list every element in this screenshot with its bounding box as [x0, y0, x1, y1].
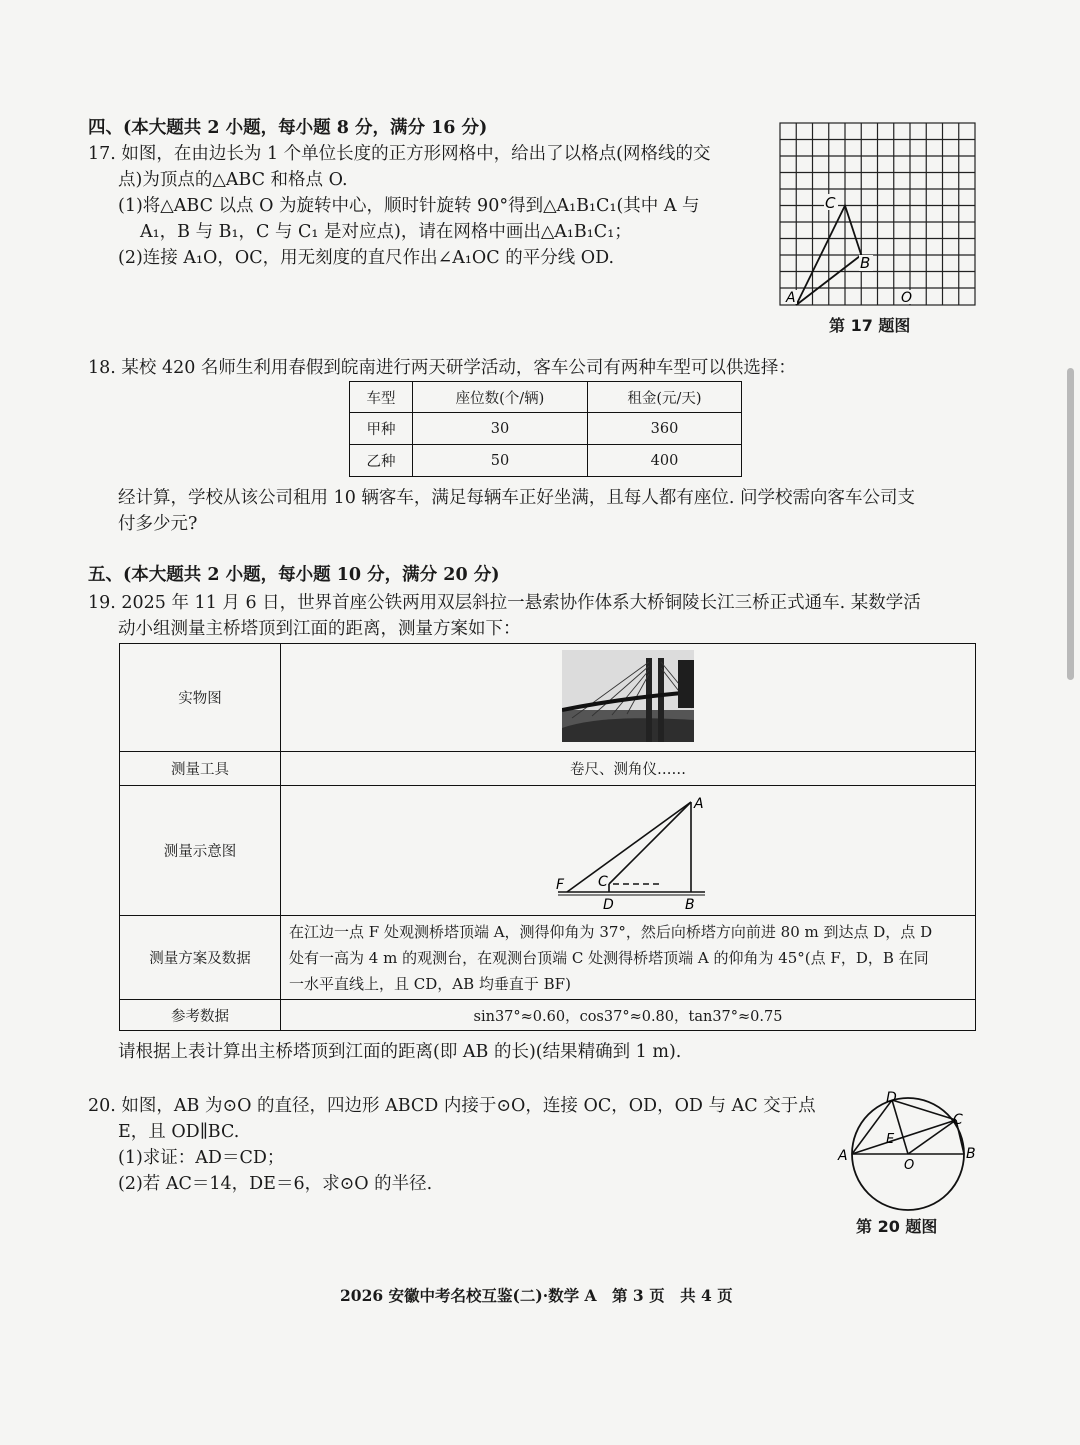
q18-table: [349, 381, 742, 477]
q18-cell-type-b: 乙种: [350, 445, 413, 477]
q17-line4: A₁，B 与 B₁，C 与 C₁ 是对应点)，请在网格中画出△A₁B₁C₁；: [140, 222, 632, 242]
diagram-label-f: F: [556, 876, 565, 893]
section5-heading: 五、(本大题共 2 小题，每小题 10 分，满分 20 分): [88, 565, 500, 585]
q20-line1: 20. 如图，AB 为⊙O 的直径，四边形 ABCD 内接于⊙O，连接 OC，OD，OD 与 AC 交于点: [88, 1096, 816, 1116]
q19-row4-label: 测量方案及数据: [120, 916, 281, 1000]
q18-th-seats: 座位数(个/辆): [413, 382, 588, 413]
q17-label-c: C: [825, 194, 836, 212]
q19-diagram-cell: [281, 786, 976, 916]
diagram-label-d: D: [603, 896, 614, 910]
q20-line4: (2)若 AC＝14，DE＝6，求⊙O 的半径.: [118, 1174, 433, 1194]
q18-cell-seats-b: 50: [413, 445, 588, 477]
q19-row3-label: 测量示意图: [120, 786, 281, 916]
q19-line3: 请根据上表计算出主桥塔顶到江面的距离(即 AB 的长)(结果精确到 1 m).: [118, 1042, 682, 1062]
q20-circle-figure: [834, 1090, 979, 1215]
q20-label-d: D: [886, 1090, 897, 1106]
table-row: [350, 445, 742, 477]
q20-label-c: C: [953, 1112, 963, 1128]
q17-line3: (1)将△ABC 以点 O 为旋转中心，顺时针旋转 90°得到△A₁B₁C₁(其中 A 与: [118, 196, 700, 216]
q18-cell-seats-a: 30: [413, 413, 588, 445]
q19-row2-label: 测量工具: [120, 752, 281, 786]
q19-row5-label: 参考数据: [120, 1000, 281, 1031]
q19-row2-value: 卷尺、测角仪……: [281, 752, 976, 786]
q18-th-rent: 租金(元/天): [588, 382, 742, 413]
q20-label-o: O: [904, 1158, 915, 1173]
measurement-diagram: [543, 792, 713, 910]
q17-label-o: O: [901, 290, 913, 306]
bridge-photo: [562, 650, 694, 742]
q18-line2: 经计算，学校从该公司租用 10 辆客车，满足每辆车正好坐满，且每人都有座位. 问学校需向客车公司支: [118, 488, 916, 508]
q19-row5-value: sin37°≈0.60，cos37°≈0.80，tan37°≈0.75: [281, 1000, 976, 1031]
q17-line5: (2)连接 A₁O，OC，用无刻度的直尺作出∠A₁OC 的平分线 OD.: [118, 248, 615, 268]
q18-cell-type-a: 甲种: [350, 413, 413, 445]
q19-row4-line2: 处有一高为 4 m 的观测台，在观测台顶端 C 处测得桥塔顶端 A 的仰角为 45°(点 F，D，B 在同: [289, 948, 929, 967]
q18-cell-rent-b: 400: [588, 445, 742, 477]
diagram-label-a: A: [694, 795, 704, 812]
q18-cell-rent-a: 360: [588, 413, 742, 445]
diagram-label-b: B: [685, 896, 695, 910]
scrollbar[interactable]: [1067, 368, 1074, 680]
q17-label-b: B: [860, 254, 871, 272]
q19-row4-value: [281, 916, 976, 1000]
q18-th-type: 车型: [350, 382, 413, 413]
q20-label-e: E: [886, 1132, 895, 1147]
section4-heading: 四、(本大题共 2 小题，每小题 8 分，满分 16 分): [88, 118, 488, 138]
q17-caption: 第 17 题图: [829, 316, 911, 335]
q19-line2: 动小组测量主桥塔顶到江面的距离，测量方案如下：: [118, 619, 521, 639]
q19-row4-line1: 在江边一点 F 处观测桥塔顶端 A，测得仰角为 37°，然后向桥塔方向前进 80 m 到达点 D，点 D: [289, 922, 933, 941]
q19-row4-line3: 一水平直线上，且 CD，AB 均垂直于 BF): [289, 974, 571, 993]
table-row: [350, 413, 742, 445]
q20-line2: E，且 OD∥BC.: [118, 1122, 240, 1142]
q17-line2: 点)为顶点的△ABC 和格点 O.: [118, 170, 348, 190]
page-footer: 2026 安徽中考名校互鉴(二)·数学 A 第 3 页 共 4 页: [340, 1286, 733, 1305]
q20-label-a: A: [838, 1148, 848, 1164]
q17-line1: 17. 如图，在由边长为 1 个单位长度的正方形网格中，给出了以格点(网格线的交: [88, 144, 711, 164]
q19-photo-cell: [281, 644, 976, 752]
q17-grid-figure: [779, 122, 977, 308]
q19-row1-label: 实物图: [120, 644, 281, 752]
q20-caption: 第 20 题图: [856, 1217, 938, 1236]
diagram-label-c: C: [598, 873, 608, 890]
q18-line1: 18. 某校 420 名师生利用春假到皖南进行两天研学活动，客车公司有两种车型可以供选择：: [88, 358, 796, 378]
q18-line3: 付多少元?: [118, 514, 198, 534]
q20-label-b: B: [966, 1146, 976, 1162]
q19-line1: 19. 2025 年 11 月 6 日，世界首座公铁两用双层斜拉一悬索协作体系大桥铜陵长江三桥正式通车. 某数学活: [88, 593, 921, 613]
q20-line3: (1)求证：AD＝CD；: [118, 1148, 285, 1168]
q19-table: [119, 643, 976, 1031]
q17-label-a: A: [786, 290, 796, 306]
